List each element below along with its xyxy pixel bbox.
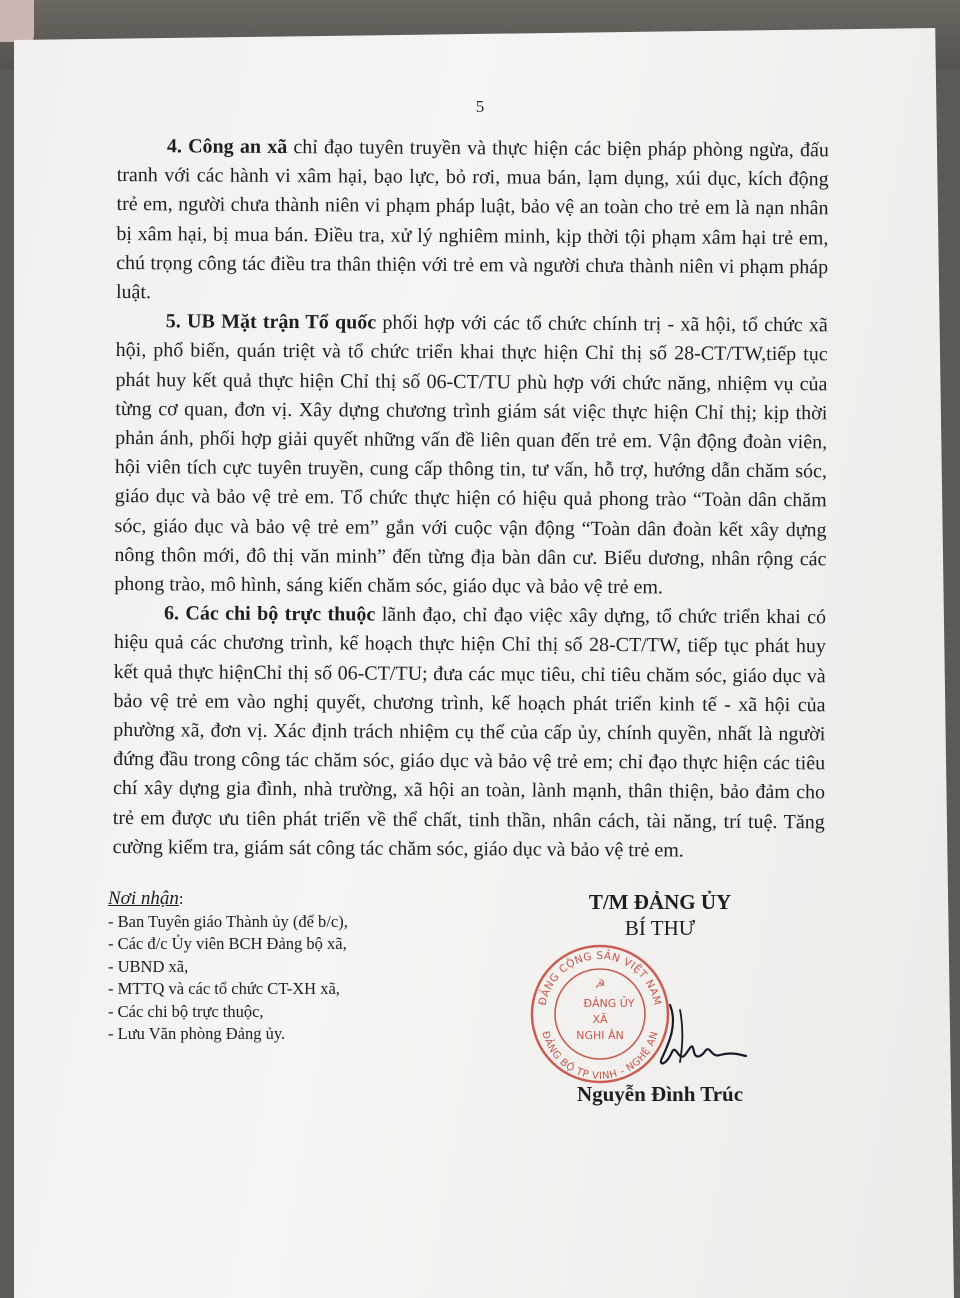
page-number: 5	[475, 97, 485, 116]
recipients-colon: :	[178, 889, 184, 908]
seal-line2: XÃ	[592, 1013, 608, 1026]
recipients-heading-line	[108, 888, 508, 911]
recipients-block	[108, 888, 508, 1046]
paragraph-text: phối hợp với các tổ chức chính trị - xã hội, tổ chức xã hội, phổ biến, quán triệt và tổ chức triển khai thực hiện Chỉ thị số 28-CT/TW,tiếp tục phát huy kết quả thực hiện Chỉ thị số 06-CT/TU phù hợp với chức năng, nhiệm vụ của từng cơ quan, đơn vị. Xây dựng chương trình giám sát việc thực hiện Chỉ thị; kịp thời phản ánh, phối hợp giải quyết những vấn đề liên quan đến trẻ em. Vận động đoàn viên, hội viên tích cực tuyên truyền, cung cấp thông tin, tư vấn, hỗ trợ, hướng dẫn chăm sóc, giáo dục và bảo vệ trẻ em. Tổ chức thực hiện có hiệu quả phong trào “Toàn dân chăm sóc, giáo dục và bảo vệ trẻ em” gắn với cuộc vận động “Toàn dân đoàn kết xây dựng nông thôn mới, đô thị văn minh” đến từng địa bàn dân cư. Biểu dương, nhân rộng các phong trào, mô hình, sáng kiến chăm sóc, giáo dục và bảo vệ trẻ em.	[114, 311, 828, 599]
seal-bottom-text: ĐẢNG BỘ TP VINH - NGHỆ AN	[539, 1030, 661, 1083]
recipient-item: - Ban Tuyên giáo Thành ủy (để b/c),	[108, 911, 348, 931]
document-body	[113, 132, 829, 866]
recipient-item: - Lưu Văn phòng Đảng ủy.	[108, 1024, 286, 1043]
desk-corner	[0, 0, 34, 42]
paragraph-police	[116, 132, 829, 312]
recipient-item: - Các đ/c Ủy viên BCH Đảng bộ xã,	[108, 934, 347, 953]
paragraph-text: chỉ đạo tuyên truyền và thực hiện các biện pháp phòng ngừa, đấu tranh với các hành vi xâm hại, bạo lực, bỏ rơi, mua bán, lạm dụng, xúi dục, kích động trẻ em, người chưa thành niên vi phạm pháp luật, bảo vệ an toàn cho trẻ em là nạn nhân bị xâm hại, bị mua bán. Điều tra, xử lý nghiêm minh, kịp thời tội phạm xâm hại trẻ em, chú trọng công tác điều tra thân thiện với trẻ em và người chưa thành niên vi phạm pháp luật.	[115, 136, 829, 304]
seal-line3: NGHI ÂN	[576, 1029, 624, 1042]
paragraph-text: lãnh đạo, chỉ đạo việc xây dựng, tổ chức triển khai có hiệu quả các chương trình, kế hoạch thực hiện Chỉ thị số 28-CT/TW, tiếp tục phát huy kết quả thực hiệnChỉ thị số 06-CT/TU; đưa các mục tiêu, chỉ tiêu chăm sóc, giáo dục và bảo vệ trẻ em vào nghị quyết, chương trình, kế hoạch phát triển kinh tế - xã hội của phường xã, đơn vị. Xác định trách nhiệm cụ thể của cấp ủy, chính quyền, nhất là người đứng đầu trong công tác chăm sóc, giáo dục và bảo vệ trẻ em; chỉ đạo thực hiện các tiêu chí xây dựng gia đình, nhà trường, xã hội an toàn, lành mạnh, thân thiện, bảo đảm cho trẻ em được ưu tiên phát triển về thể chất, tinh thần, nhân cách, tài năng, trí tuệ. Tăng cường kiểm tra, giám sát công tác chăm sóc, giáo dục và bảo vệ trẻ em.	[112, 603, 827, 862]
recipient-item: - UBND xã,	[108, 956, 189, 976]
signature-subtitle: BÍ THƯ	[624, 916, 696, 940]
seal-line1: ĐẢNG ỦY	[583, 997, 635, 1010]
signer-name: Nguyễn Đình Trúc	[576, 1082, 744, 1106]
recipient-item: - Các chi bộ trực thuộc,	[108, 1001, 264, 1021]
paragraph-front	[114, 307, 828, 603]
handwritten-signature	[640, 1000, 750, 1070]
paragraph-lead: 5. UB Mặt trận Tổ quốc	[165, 310, 377, 334]
paragraph-lead: 6. Các chi bộ trực thuộc	[163, 602, 376, 626]
hammer-sickle-icon: ☭	[594, 977, 606, 991]
paragraph-lead: 4. Công an xã	[166, 135, 288, 159]
signature-title: T/M ĐẢNG ỦY	[588, 890, 732, 914]
recipient-item: - MTTQ và các tổ chức CT-XH xã,	[108, 979, 340, 998]
seal-top-text: ĐẢNG CỘNG SẢN VIỆT NAM	[536, 950, 664, 1007]
paragraph-branches	[113, 599, 827, 866]
recipients-heading: Nơi nhận	[108, 888, 179, 909]
